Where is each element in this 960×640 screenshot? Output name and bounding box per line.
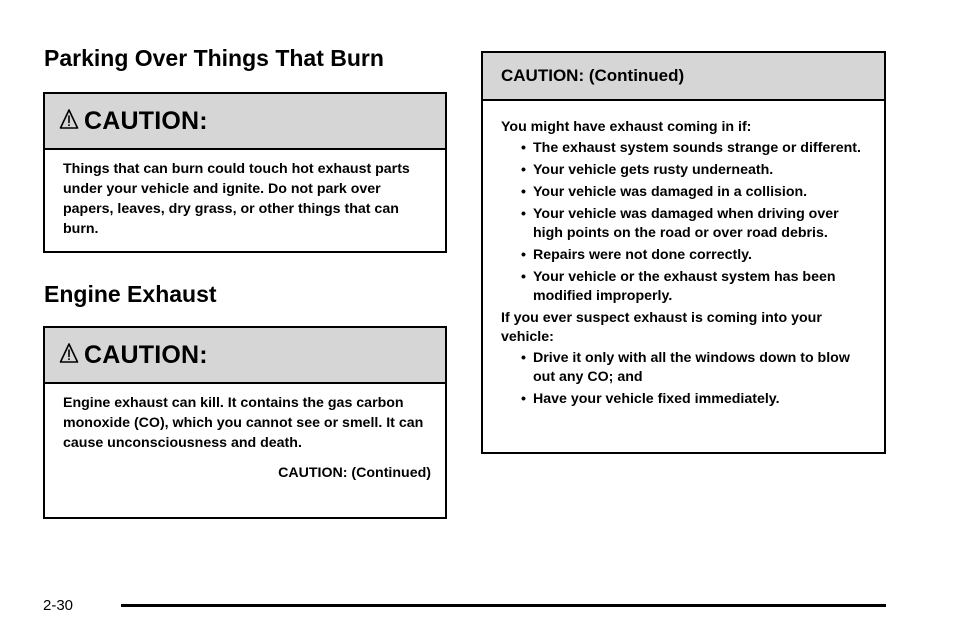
caution-text: Engine exhaust can kill. It contains the gas carbon monoxide (CO), which you cannot see or smell. It can cause unconsciousness and death. <box>63 395 424 451</box>
list-item: • The exhaust system sounds strange or different. <box>501 139 870 158</box>
caution-header <box>483 53 884 101</box>
list-item: • Have your vehicle fixed immediately. <box>501 390 870 409</box>
caution-body <box>483 101 884 409</box>
caution-title: CAUTION: (Continued) <box>501 66 685 85</box>
caution-header <box>45 328 445 384</box>
list-item: • Your vehicle gets rusty underneath. <box>501 161 870 180</box>
caution-header <box>45 94 445 150</box>
list-item: • Your vehicle was damaged when driving over high points on the road or over road debris. <box>501 205 870 243</box>
caution-title: CAUTION: <box>84 340 208 369</box>
caution-body <box>45 384 445 483</box>
footer-rule <box>121 604 886 607</box>
list-item: • Your vehicle was damaged in a collision. <box>501 183 870 202</box>
page-number: 2-30 <box>43 597 74 614</box>
caution-box-continued <box>481 51 886 454</box>
list-item: • Repairs were not done correctly. <box>501 246 870 265</box>
warning-triangle-icon <box>59 108 79 130</box>
caution-text: Things that can burn could touch hot exhaust parts under your vehicle and ignite. Do not park over papers, leaves, dry grass, or other things that can burn. <box>63 161 410 237</box>
suspect-actions-list <box>501 349 870 409</box>
exhaust-intro: You might have exhaust coming in if: <box>501 119 752 135</box>
exhaust-signs-list <box>501 139 870 306</box>
section-heading-parking: Parking Over Things That Burn <box>44 45 384 71</box>
list-item: • Drive it only with all the windows down to blow out any CO; and <box>501 349 870 387</box>
section-heading-engine-exhaust: Engine Exhaust <box>44 281 217 307</box>
caution-continued-label: CAUTION: (Continued) <box>278 465 431 481</box>
list-item: • Your vehicle or the exhaust system has been modified improperly. <box>501 268 870 306</box>
caution-body <box>45 150 445 239</box>
suspect-intro: If you ever suspect exhaust is coming into your vehicle: <box>501 310 822 345</box>
caution-title: CAUTION: <box>84 106 208 135</box>
caution-box-parking <box>43 92 447 253</box>
caution-box-engine-exhaust <box>43 326 447 519</box>
warning-triangle-icon <box>59 342 79 364</box>
